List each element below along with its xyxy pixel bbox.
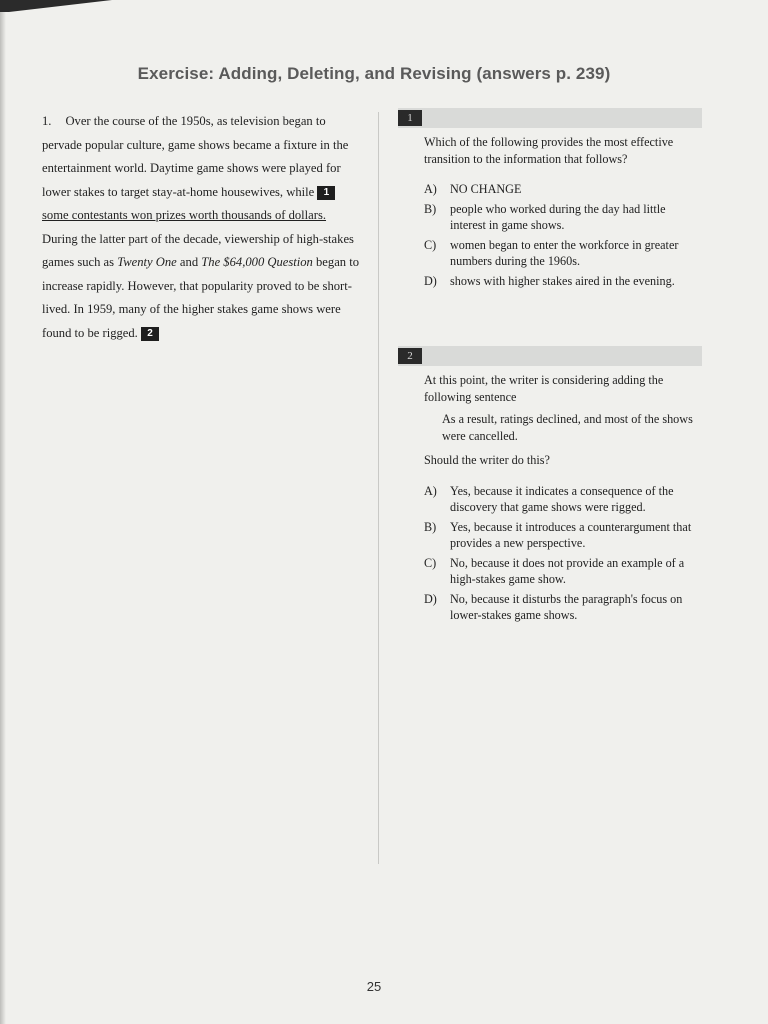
page-edge-shadow [0,0,6,1024]
question-2-prompt: At this point, the writer is considering adding the following sentence [424,373,664,404]
question-marker-2: 2 [141,327,159,341]
show-title-twenty-one: Twenty One [117,255,177,269]
question-2-question: Should the writer do this? [424,453,550,467]
question-2 [424,372,704,627]
question-2-option-d[interactable] [424,591,704,624]
question-1-option-b[interactable] [424,201,704,234]
question-1 [424,134,704,292]
option-letter: B) [424,519,437,534]
question-2-quoted-sentence: As a result, ratings declined, and most of the shows were cancelled. [442,412,693,443]
question-1-prompt: Which of the following provides the most effective transition to the information that follows? [424,135,674,166]
option-text: Yes, because it indicates a consequence of the discovery that game shows were rigged. [450,483,674,514]
passage-number: 1. [42,114,52,128]
option-letter: B) [424,201,437,216]
scan-corner-shadow [0,0,112,12]
option-letter: C) [424,237,437,252]
question-1-option-d[interactable] [424,273,704,290]
passage-text-2: During the latter part of the decade, viewership of high-stakes games such as [42,231,354,269]
question-2-options [424,483,704,624]
option-letter: C) [424,555,437,570]
show-title-64000-question: The $64,000 Question [201,255,313,269]
option-letter: A) [424,483,437,498]
passage-conjunction: and [176,255,202,269]
question-1-number: 1 [398,110,422,126]
option-text: Yes, because it introduces a counterargument that provides a new perspective. [450,519,692,550]
option-letter: D) [424,591,437,606]
option-text: shows with higher stakes aired in the evening. [450,273,675,288]
question-marker-1: 1 [317,186,335,200]
question-1-option-c[interactable] [424,237,704,270]
column-divider [378,112,379,864]
option-letter: D) [424,273,437,288]
option-text: women began to enter the workforce in greater numbers during the 1960s. [450,237,679,268]
passage-text-1: Over the course of the 1950s, as television began to pervade popular culture, game shows became a fixture in the entertainment world. Daytime game shows were played for lower stakes to target stay-at-home housewives, while [42,114,349,199]
option-text: No, because it does not provide an example of a high-stakes game show. [450,555,685,586]
question-1-options [424,181,704,289]
question-1-option-a[interactable] [424,181,704,198]
question-2-option-a[interactable] [424,483,704,516]
underlined-phrase: some contestants won prizes worth thousands of dollars. [42,208,327,222]
question-2-option-c[interactable] [424,555,704,588]
question-2-number: 2 [398,348,422,364]
exercise-title: Exercise: Adding, Deleting, and Revising (answers p. 239) [137,64,611,83]
question-2-header-bar [398,346,702,366]
page-number: 25 [366,979,382,994]
passage-text-3: began to increase rapidly. However, that popularity proved to be short-lived. In 1959, many of the higher stakes game shows were found to be rigged. [42,255,360,340]
question-2-option-b[interactable] [424,519,704,552]
option-text: NO CHANGE [450,182,522,196]
reading-passage [42,110,362,345]
option-text: people who worked during the day had little interest in game shows. [450,201,666,232]
option-text: No, because it disturbs the paragraph's focus on lower-stakes game shows. [450,591,683,622]
question-1-header-bar [398,108,702,128]
option-letter: A) [424,182,437,196]
